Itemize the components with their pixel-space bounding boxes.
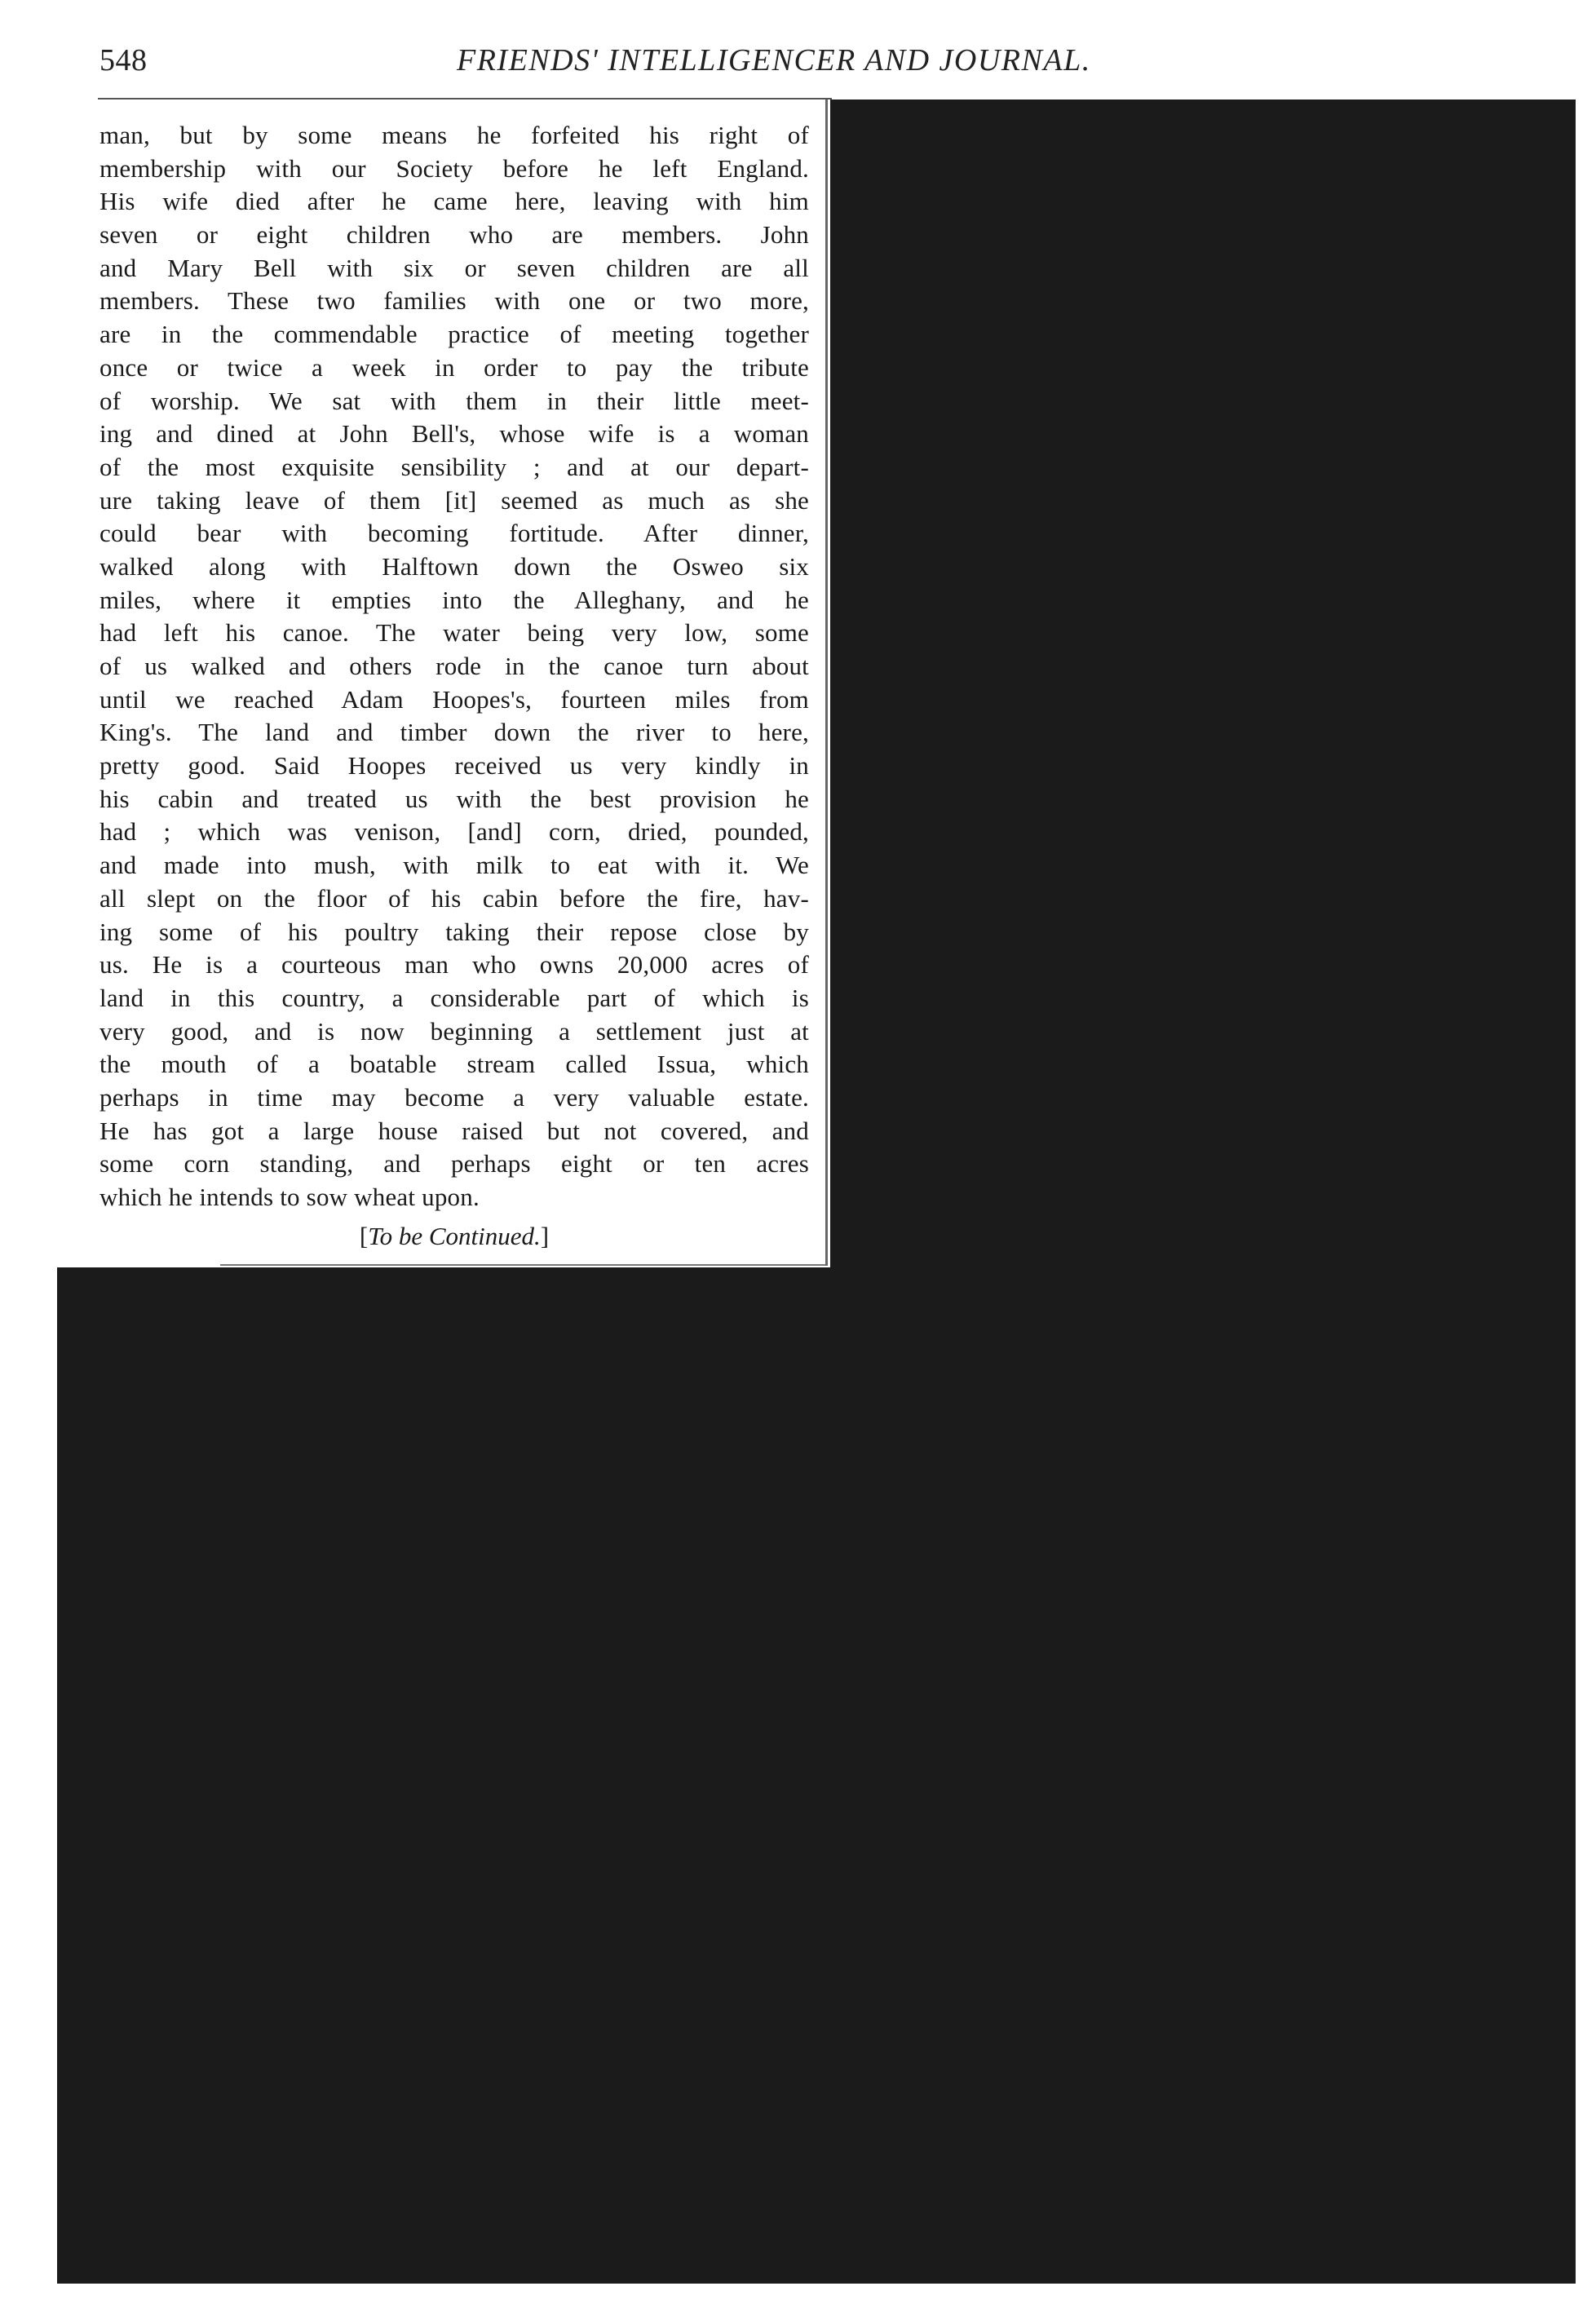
article-line: perhaps in time may become a very valuable estate. xyxy=(99,1082,809,1112)
article-line: and made into mush, with milk to eat with it. We xyxy=(99,851,809,880)
article-line: of worship. We sat with them in their little meet- xyxy=(99,386,809,415)
article-line: until we reached Adam Hoopes's, fourteen miles from xyxy=(99,684,809,714)
article-line: ing and dined at John Bell's, whose wife is a woman xyxy=(99,419,809,449)
article-line: had left his canoe. The water being very low, some xyxy=(99,618,809,648)
article-line: which he intends to sow wheat upon. xyxy=(99,1183,480,1211)
article-line: and Mary Bell with six or seven children are all xyxy=(99,253,809,282)
article-body xyxy=(99,119,809,1214)
continued-bracket-open: [ xyxy=(359,1222,369,1250)
article-line: his cabin and treated us with the best provision he xyxy=(99,784,809,813)
article-line: His wife died after he came here, leaving with him xyxy=(99,187,809,216)
article-line: King's. The land and timber down the river to here, xyxy=(99,718,809,747)
article-line: of us walked and others rode in the canoe turn about xyxy=(99,652,809,680)
redacted-region-right xyxy=(830,100,1576,1267)
article-line: could bear with becoming fortitude. After dinner, xyxy=(99,519,809,548)
column-rule xyxy=(825,100,828,1266)
page-number: 548 xyxy=(99,43,148,77)
article-line: man, but by some means he forfeited his right of xyxy=(99,121,809,149)
article-line: some corn standing, and perhaps eight or ten acres xyxy=(99,1149,809,1179)
continued-note xyxy=(99,1222,809,1251)
article-line: He has got a large house raised but not covered, and xyxy=(99,1116,809,1145)
article-line: ure taking leave of them [it] seemed as much as she xyxy=(99,485,809,515)
article-line: membership with our Society before he left England. xyxy=(99,153,809,183)
article-line: once or twice a week in order to pay the tribute xyxy=(99,352,809,382)
article-line: seven or eight children who are members. John xyxy=(99,220,809,250)
article-line: of the most exquisite sensibility ; and at our depart- xyxy=(99,452,809,481)
article-line: all slept on the floor of his cabin before the fire, hav- xyxy=(99,883,809,913)
running-head: FRIENDS' INTELLIGENCER AND JOURNAL. xyxy=(457,43,1091,77)
bottom-rule xyxy=(220,1264,825,1266)
article-line: walked along with Halftown down the Osweo six xyxy=(99,551,809,581)
article-line: very good, and is now beginning a settlement just at xyxy=(99,1016,809,1046)
article-line: pretty good. Said Hoopes received us very kindly in xyxy=(99,751,809,781)
article-line: us. He is a courteous man who owns 20,000 acres of xyxy=(99,950,809,980)
continued-bracket-close: ] xyxy=(540,1222,550,1250)
continued-text: To be Continued. xyxy=(368,1222,541,1250)
article-line: land in this country, a considerable part of which is xyxy=(99,983,809,1012)
article-line: members. These two families with one or two more, xyxy=(99,286,809,316)
article-line: are in the commendable practice of meeting together xyxy=(99,320,809,349)
article-line: ing some of his poultry taking their repose close by xyxy=(99,917,809,946)
redacted-region-bottom xyxy=(57,1267,1576,2284)
article-line: had ; which was venison, [and] corn, dried, pounded, xyxy=(99,817,809,847)
article-line: the mouth of a boatable stream called Issua, which xyxy=(99,1050,809,1079)
article-line: miles, where it empties into the Alleghany, and he xyxy=(99,585,809,614)
